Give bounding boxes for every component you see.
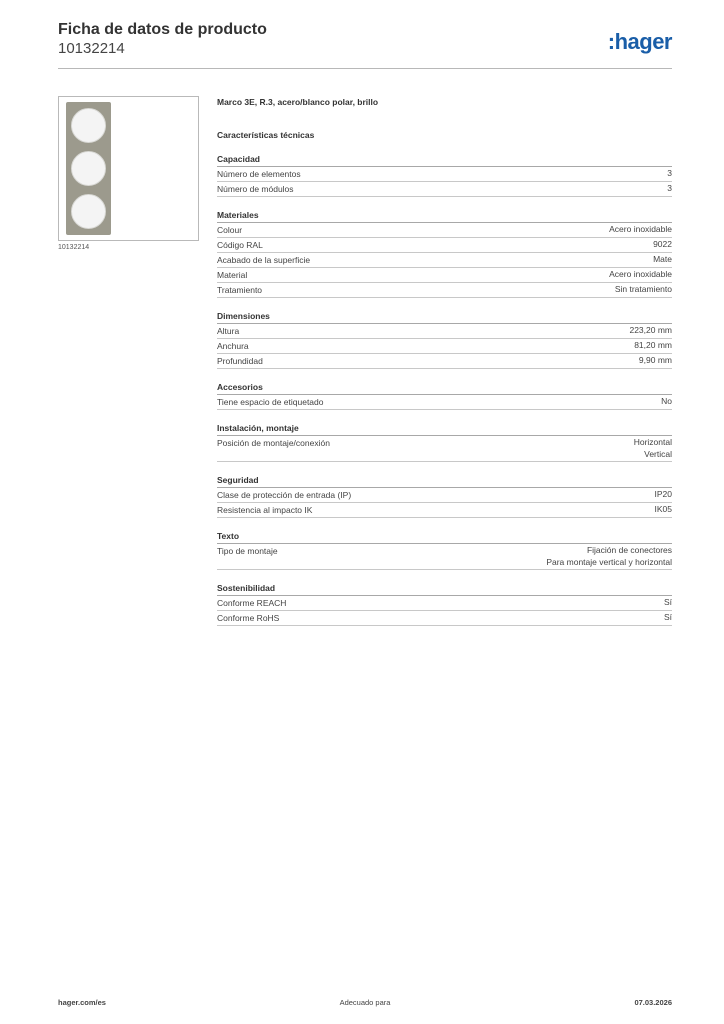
spec-row bbox=[217, 596, 672, 611]
spec-value-line: Vertical bbox=[644, 448, 672, 459]
footer-website: hager.com/es bbox=[58, 998, 106, 1007]
spec-section bbox=[217, 153, 672, 197]
spec-section bbox=[217, 422, 672, 462]
spec-label: Anchura bbox=[217, 341, 249, 351]
spec-value-line: IK05 bbox=[654, 504, 672, 514]
spec-row bbox=[217, 395, 672, 410]
product-name: Marco 3E, R.3, acero/blanco polar, brillo bbox=[217, 97, 379, 107]
spec-value bbox=[634, 340, 672, 352]
spec-row bbox=[217, 283, 672, 298]
spec-value bbox=[653, 239, 672, 251]
spec-value-line: No bbox=[661, 396, 672, 406]
document-title: Ficha de datos de producto bbox=[58, 21, 267, 38]
product-image bbox=[58, 96, 199, 241]
spec-row bbox=[217, 268, 672, 283]
spec-value bbox=[664, 597, 672, 609]
spec-value-line: 81,20 mm bbox=[634, 340, 672, 350]
spec-label: Conforme RoHS bbox=[217, 613, 280, 623]
spec-row bbox=[217, 223, 672, 238]
footer-center-text: Adecuado para bbox=[339, 998, 391, 1007]
spec-row bbox=[217, 436, 672, 462]
spec-value-line: IP20 bbox=[654, 489, 672, 499]
spec-label: Número de elementos bbox=[217, 169, 301, 179]
spec-label: Material bbox=[217, 270, 248, 280]
spec-value bbox=[653, 254, 672, 266]
spec-row bbox=[217, 182, 672, 197]
triple-frame-icon bbox=[66, 102, 111, 235]
section-title: Sostenibilidad bbox=[217, 582, 672, 596]
page-header bbox=[58, 20, 672, 58]
spec-value-line: 9,90 mm bbox=[638, 355, 672, 365]
spec-row bbox=[217, 167, 672, 182]
spec-row bbox=[217, 544, 672, 570]
spec-value-line: 3 bbox=[667, 168, 672, 178]
spec-value-line: Sin tratamiento bbox=[614, 284, 672, 294]
spec-value bbox=[629, 325, 672, 337]
spec-value-line: Sí bbox=[663, 597, 672, 607]
image-caption: 10132214 bbox=[58, 244, 90, 251]
section-title: Dimensiones bbox=[217, 310, 672, 324]
spec-value bbox=[655, 504, 673, 516]
spec-value-line: Fijación de conectores bbox=[586, 545, 672, 555]
spec-label: Altura bbox=[217, 326, 240, 336]
section-title: Texto bbox=[217, 530, 672, 544]
spec-value bbox=[634, 437, 672, 460]
spec-section bbox=[217, 310, 672, 369]
spec-value bbox=[667, 168, 672, 180]
product-details bbox=[217, 96, 672, 626]
spec-row bbox=[217, 503, 672, 518]
section-title: Seguridad bbox=[217, 474, 672, 488]
spec-value-line: 223,20 mm bbox=[629, 325, 672, 335]
footer-date: 07.03.2026 bbox=[634, 998, 672, 1007]
spec-value-line: 9022 bbox=[653, 239, 672, 249]
spec-label: Número de módulos bbox=[217, 184, 294, 194]
spec-row bbox=[217, 354, 672, 369]
header-divider bbox=[58, 68, 672, 69]
spec-value bbox=[609, 224, 672, 236]
frame-opening bbox=[71, 194, 106, 229]
spec-value-line: Sí bbox=[663, 612, 672, 622]
spec-value bbox=[615, 284, 672, 296]
spec-section bbox=[217, 209, 672, 298]
spec-value bbox=[546, 545, 672, 568]
section-title: Accesorios bbox=[217, 381, 672, 395]
spec-row bbox=[217, 488, 672, 503]
hager-logo: :hager bbox=[607, 29, 672, 54]
spec-label: Colour bbox=[217, 225, 243, 235]
frame-opening bbox=[71, 108, 106, 143]
spec-label: Tipo de montaje bbox=[217, 546, 278, 556]
spec-value-line: Para montaje vertical y horizontal bbox=[546, 556, 672, 567]
spec-value bbox=[655, 489, 673, 501]
spec-row bbox=[217, 253, 672, 268]
section-title: Capacidad bbox=[217, 153, 672, 167]
spec-value-line: 3 bbox=[667, 183, 672, 193]
spec-label: Posición de montaje/conexión bbox=[217, 438, 330, 448]
spec-row bbox=[217, 339, 672, 354]
spec-label: Profundidad bbox=[217, 356, 263, 366]
spec-section bbox=[217, 474, 672, 518]
spec-row bbox=[217, 324, 672, 339]
spec-label: Clase de protección de entrada (IP) bbox=[217, 490, 352, 500]
spec-label: Resistencia al impacto IK bbox=[217, 505, 313, 515]
spec-value-line: Horizontal bbox=[633, 437, 672, 447]
spec-label: Tiene espacio de etiquetado bbox=[217, 397, 324, 407]
spec-label: Tratamiento bbox=[217, 285, 263, 295]
spec-value-line: Acero inoxidable bbox=[609, 269, 672, 279]
frame-opening bbox=[71, 151, 106, 186]
spec-sections bbox=[217, 153, 672, 626]
technical-characteristics-title: Características técnicas bbox=[217, 130, 315, 140]
product-code: 10132214 bbox=[58, 40, 125, 57]
spec-value bbox=[664, 612, 672, 624]
spec-row bbox=[217, 238, 672, 253]
spec-value-line: Acero inoxidable bbox=[609, 224, 672, 234]
spec-value bbox=[661, 396, 672, 408]
spec-value bbox=[639, 355, 672, 367]
spec-value-line: Mate bbox=[653, 254, 672, 264]
spec-value bbox=[667, 183, 672, 195]
section-title: Instalación, montaje bbox=[217, 422, 672, 436]
spec-section bbox=[217, 530, 672, 570]
spec-section bbox=[217, 582, 672, 626]
section-title: Materiales bbox=[217, 209, 672, 223]
spec-label: Acabado de la superficie bbox=[217, 255, 311, 265]
spec-section bbox=[217, 381, 672, 410]
spec-value bbox=[609, 269, 672, 281]
spec-label: Conforme REACH bbox=[217, 598, 287, 608]
spec-row bbox=[217, 611, 672, 626]
spec-label: Código RAL bbox=[217, 240, 263, 250]
